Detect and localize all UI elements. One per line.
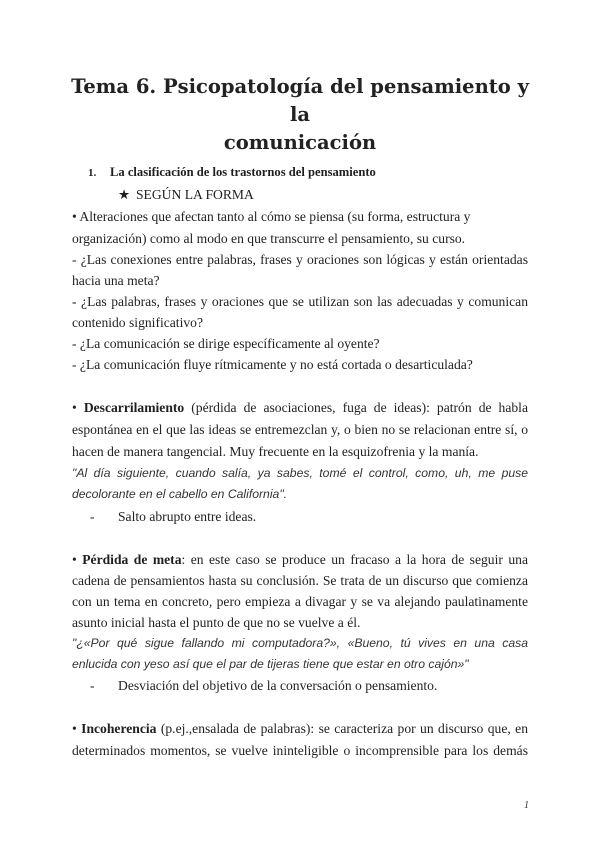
incoherencia-line-1-text: (p.ej.,ensalada de palabras): se caracteriza por un discurso que, en <box>160 721 528 736</box>
incoherencia-line-1 <box>72 718 528 740</box>
descarrilamiento-example-line-2: decolorante en el cabello en California". <box>72 487 288 501</box>
term-descarrilamiento: Descarrilamiento <box>83 400 185 415</box>
bullet-icon: • <box>72 552 77 567</box>
perdida-meta-example-line-1: "¿«Por qué sigue fallando mi computadora?», «Bueno, tú vives en una casa <box>72 636 528 650</box>
question-2-line-1: - ¿Las palabras, frases y oraciones que se utilizan son las adecuadas y comunican <box>72 294 528 309</box>
section-heading <box>72 162 528 185</box>
section-number: 1. <box>88 167 97 179</box>
bullet-icon: • <box>72 400 77 415</box>
subsection-label: SEGÚN LA FORMA <box>136 187 254 202</box>
descarrilamiento-line-2: espontánea en el que las ideas se entremezclan y, o bien no se relacionan entre sí, o <box>72 422 528 437</box>
question-3: - ¿La comunicación se dirige específicamente al oyente? <box>72 336 380 351</box>
intro-line-2: organización) como al modo en que transcurre el pensamiento, su curso. <box>72 231 466 246</box>
question-1-line-2: hacia una meta? <box>72 273 160 288</box>
descarrilamiento-line-1-text: (pérdida de asociaciones, fuga de ideas): patrón de habla <box>191 400 528 415</box>
perdida-meta-line-3: con un tema en concreto, pero empieza a divagar y se va alejando paulatinamente <box>72 594 528 609</box>
question-1-line-1: - ¿Las conexiones entre palabras, frases y oraciones son lógicas y están orientadas <box>72 252 528 267</box>
page-title <box>70 73 530 157</box>
perdida-meta-line-1 <box>72 549 528 571</box>
question-4: - ¿La comunicación fluye rítmicamente y no está cortada o desarticulada? <box>72 357 473 372</box>
descarrilamiento-line-3: hacen de manera tangencial. Muy frecuente en la esquizofrenia y la manía. <box>72 444 479 459</box>
perdida-meta-note <box>72 675 546 697</box>
descarrilamiento-example-line-1: "Al día siguiente, cuando salía, ya sabes, tomé el control, como, uh, me puse <box>72 466 528 480</box>
perdida-meta-line-2: cadena de pensamientos hasta su conclusión. Se trata de un discurso que comienza <box>72 573 528 588</box>
title-line-2: comunicación <box>223 131 377 154</box>
term-incoherencia: Incoherencia <box>81 721 157 736</box>
intro-line-1: • Alteraciones que afectan tanto al cómo se piensa (su forma, estructura y <box>72 209 471 224</box>
descarrilamiento-note <box>72 506 546 528</box>
perdida-meta-line-4: asunto inicial hasta el punto de que no se vuelve a él. <box>72 615 361 630</box>
star-icon: ★ <box>118 187 131 202</box>
question-2-line-2: contenido significativo? <box>72 315 203 330</box>
perdida-meta-note-text: Desviación del objetivo de la conversación o pensamiento. <box>118 678 438 693</box>
descarrilamiento-note-text: Salto abrupto entre ideas. <box>118 509 257 524</box>
section-heading-text: La clasificación de los trastornos del pensamiento <box>110 165 376 179</box>
term-perdida-meta: Pérdida de meta <box>82 552 182 567</box>
dash-icon: - <box>90 509 95 524</box>
perdida-meta-line-1-text: : en este caso se produce un fracaso a la hora de seguir una <box>181 552 528 567</box>
title-line-1: Tema 6. Psicopatología del pensamiento y la <box>71 75 529 126</box>
subsection-heading <box>72 184 574 206</box>
bullet-icon: • <box>72 721 77 736</box>
page-number: 1 <box>524 800 529 811</box>
dash-icon: - <box>90 678 95 693</box>
descarrilamiento-line-1 <box>72 397 528 419</box>
perdida-meta-example-line-2: enlucida con yeso así que el par de tijeras tiene que estar en otro cajón»" <box>72 657 469 671</box>
incoherencia-line-2: determinados momentos, se vuelve ininteligible o incomprensible para los demás <box>72 743 528 758</box>
